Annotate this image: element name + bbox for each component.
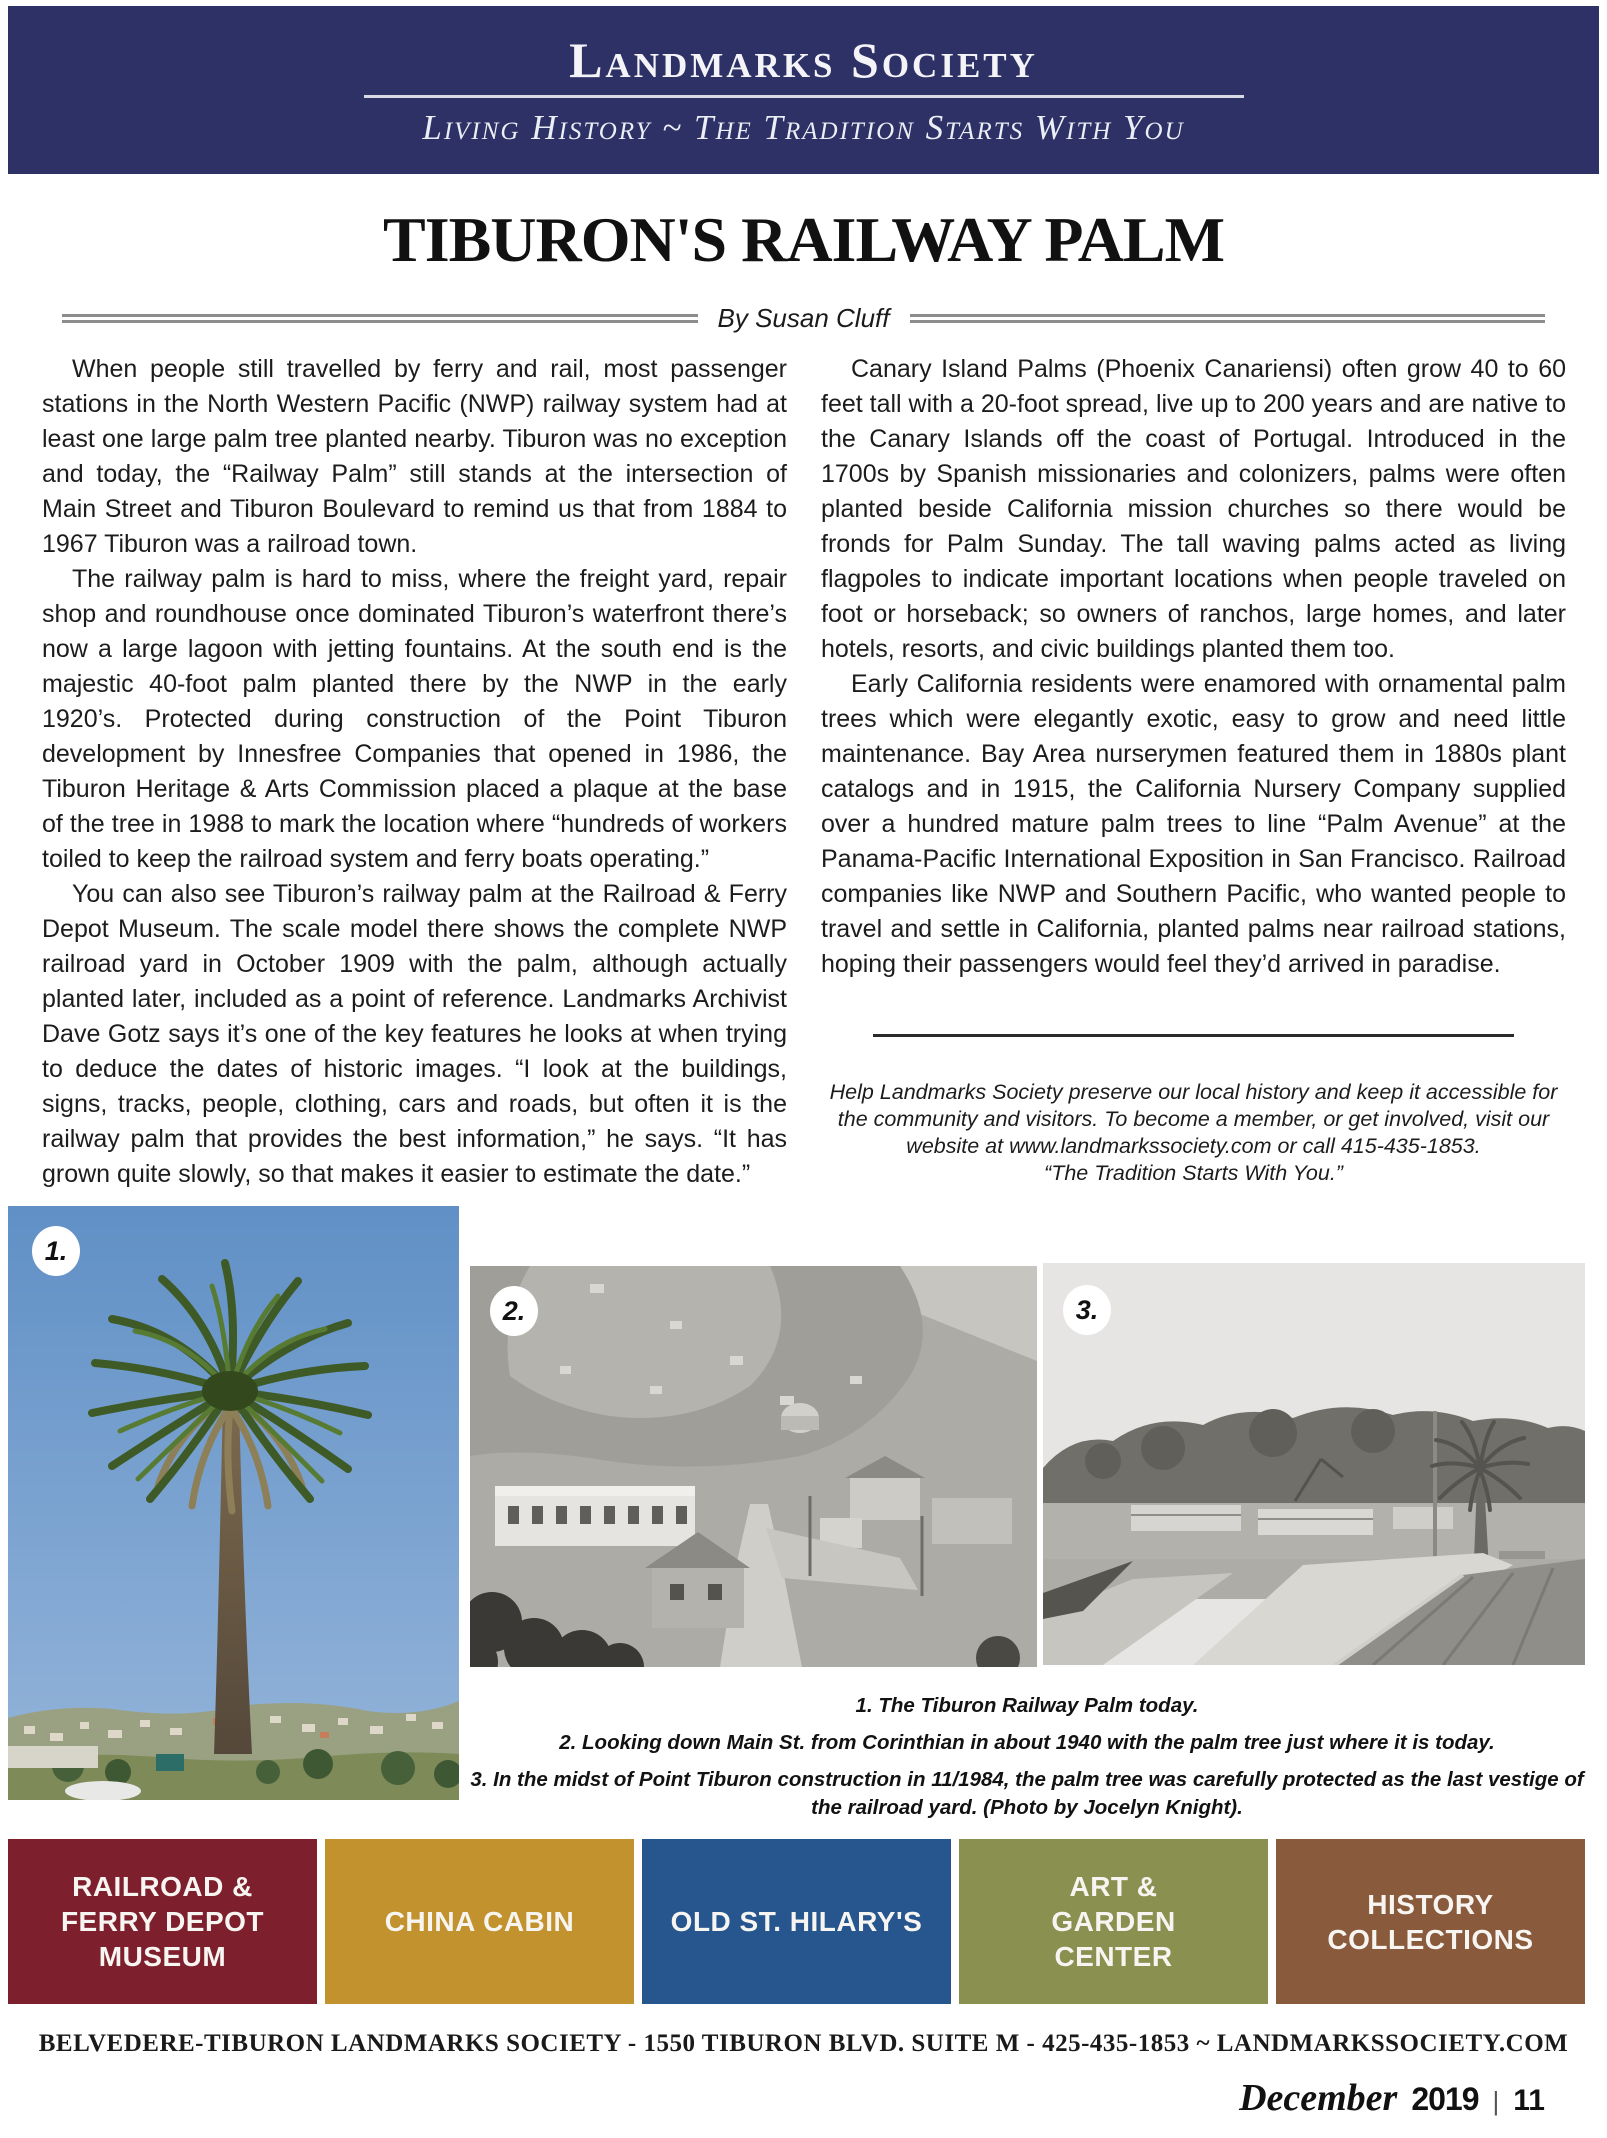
photo-main-st-1940 bbox=[470, 1266, 1037, 1667]
callout-tagline: “The Tradition Starts With You.” bbox=[1044, 1161, 1343, 1185]
membership-callout bbox=[821, 1079, 1566, 1187]
tile-label: HISTORY COLLECTIONS bbox=[1327, 1888, 1534, 1955]
issue-year: 2019 bbox=[1411, 2081, 1479, 2117]
tile-old-st-hilarys bbox=[642, 1839, 951, 2004]
caption-2: 2. Looking down Main St. from Corinthian in about 1940 with the palm tree just where it is today. bbox=[559, 1731, 1495, 1754]
byline-rule-left bbox=[62, 314, 698, 323]
footer-divider: | bbox=[1492, 2086, 1500, 2116]
tile-art-garden-center bbox=[959, 1839, 1268, 2004]
society-address-line: BELVEDERE-TIBURON LANDMARKS SOCIETY - 1550 TIBURON BLVD. SUITE M - 425-435-1853 ~ LANDMARKSSOCIETY.COM bbox=[38, 2030, 1569, 2057]
article-title: TIBURON'S RAILWAY PALM bbox=[383, 204, 1224, 275]
tile-label: ART & GARDEN CENTER bbox=[1051, 1871, 1176, 1972]
left-column bbox=[42, 352, 787, 1192]
photo-captions bbox=[468, 1692, 1586, 1831]
palm-photo-illustration bbox=[8, 1206, 459, 1800]
paragraph: Early California residents were enamored with ornamental palm trees which were elegantly exotic, easy to grow and need little maintenance. Bay Area nurserymen featured them in 1880s plant catalogs and in 1915, the California Nursery Company supplied over a hundred mature palm trees to line “Palm Avenue” at the Panama-Pacific International Exposition in San Francisco. Railroad companies like NWP and Southern Pacific, who wanted people to travel and settle in California, planted palms near railroad stations, hoping their passengers would feel they’d arrived in paradise. bbox=[821, 670, 1566, 978]
right-column bbox=[821, 352, 1566, 1192]
photo-railway-palm-today bbox=[8, 1206, 459, 1800]
masthead-divider bbox=[364, 95, 1244, 98]
issue-month: December bbox=[1239, 2077, 1398, 2119]
article-body bbox=[42, 352, 1567, 1192]
photo-number-badge: 1. bbox=[32, 1226, 80, 1276]
historic-main-st-illustration bbox=[470, 1266, 1037, 1667]
paragraph: The railway palm is hard to miss, where the freight yard, repair shop and roundhouse once dominated Tiburon’s waterfront there’s now a large lagoon with jetting fountains. At the south end is the majestic 40-foot palm planted there by the NWP in the early 1920’s. Protected during construction of the Point Tiburon development by Innesfree Companies that opened in 1986, the Tiburon Heritage & Arts Commission placed a plaque at the base of the tree in 1988 to mark the location where “hundreds of workers toiled to keep the railroad system and ferry boats operating.” bbox=[42, 565, 787, 873]
page-number: 11 bbox=[1513, 2084, 1545, 2117]
tile-label: CHINA CABIN bbox=[384, 1906, 575, 1937]
caption-3: 3. In the midst of Point Tiburon construction in 11/1984, the palm tree was carefully protected as the last vestige of the railroad yard. (Photo by Jocelyn Knight). bbox=[470, 1768, 1584, 1819]
tile-history-collections bbox=[1276, 1839, 1585, 2004]
tile-label: RAILROAD & FERRY DEPOT MUSEUM bbox=[60, 1871, 265, 1972]
byline-author: By Susan Cluff bbox=[717, 303, 890, 333]
paragraph: When people still travelled by ferry and rail, most passenger stations in the North Western Pacific (NWP) railway system had at least one large palm tree planted nearby. Tiburon was no exception and today, the “Railway Palm” still stands at the intersection of Main Street and Tiburon Boulevard to remind us that from 1884 to 1967 Tiburon was a railroad town. bbox=[42, 355, 787, 558]
tile-label: OLD ST. HILARY'S bbox=[670, 1906, 923, 1937]
page-footer bbox=[1239, 2076, 1545, 2120]
caption-1: 1. The Tiburon Railway Palm today. bbox=[855, 1694, 1199, 1717]
byline bbox=[62, 303, 1545, 334]
photo-number-badge: 3. bbox=[1063, 1285, 1111, 1335]
callout-divider bbox=[873, 1034, 1514, 1037]
organization-title: Landmarks Society bbox=[569, 32, 1038, 88]
site-tiles bbox=[8, 1839, 1585, 2004]
construction-site-illustration bbox=[1043, 1263, 1585, 1665]
paragraph: Canary Island Palms (Phoenix Canariensi) often grow 40 to 60 feet tall with a 20-foot spread, live up to 200 years and are native to the Canary Islands off the coast of Portugal. Introduced in the 1700s by Spanish missionaries and colonizers, palms were often planted beside California mission churches so there would be fronds for Palm Sunday. The tall waving palms acted as living flagpoles to indicate important locations when people traveled on foot or horseback; so owners of ranchos, large homes, and later hotels, resorts, and civic buildings planted them too. bbox=[821, 355, 1566, 663]
callout-text: Help Landmarks Society preserve our local history and keep it accessible for the community and visitors. To become a member, or get involved, visit our website at www.landmarkssociety.com or call 415-435-1853. bbox=[829, 1080, 1558, 1158]
photo-number-badge: 2. bbox=[490, 1286, 538, 1336]
organization-tagline: Living History ~ The Tradition Starts With You bbox=[422, 108, 1185, 147]
tile-railroad-ferry-depot-museum bbox=[8, 1839, 317, 2004]
tile-china-cabin bbox=[325, 1839, 634, 2004]
photo-point-tiburon-construction bbox=[1043, 1263, 1585, 1665]
byline-rule-right bbox=[910, 314, 1546, 323]
masthead-banner bbox=[8, 6, 1599, 174]
paragraph: You can also see Tiburon’s railway palm at the Railroad & Ferry Depot Museum. The scale model there shows the complete NWP railroad yard in October 1909 with the palm, although actually planted later, included as a point of reference. Landmarks Archivist Dave Gotz says it’s one of the key features he looks at when trying to deduce the dates of historic images. “I look at the buildings, signs, tracks, people, clothing, cars and roads, but often it is the railway palm that provides the best information,” he says. “It has grown quite slowly, so that makes it easier to estimate the date.” bbox=[42, 880, 787, 1188]
